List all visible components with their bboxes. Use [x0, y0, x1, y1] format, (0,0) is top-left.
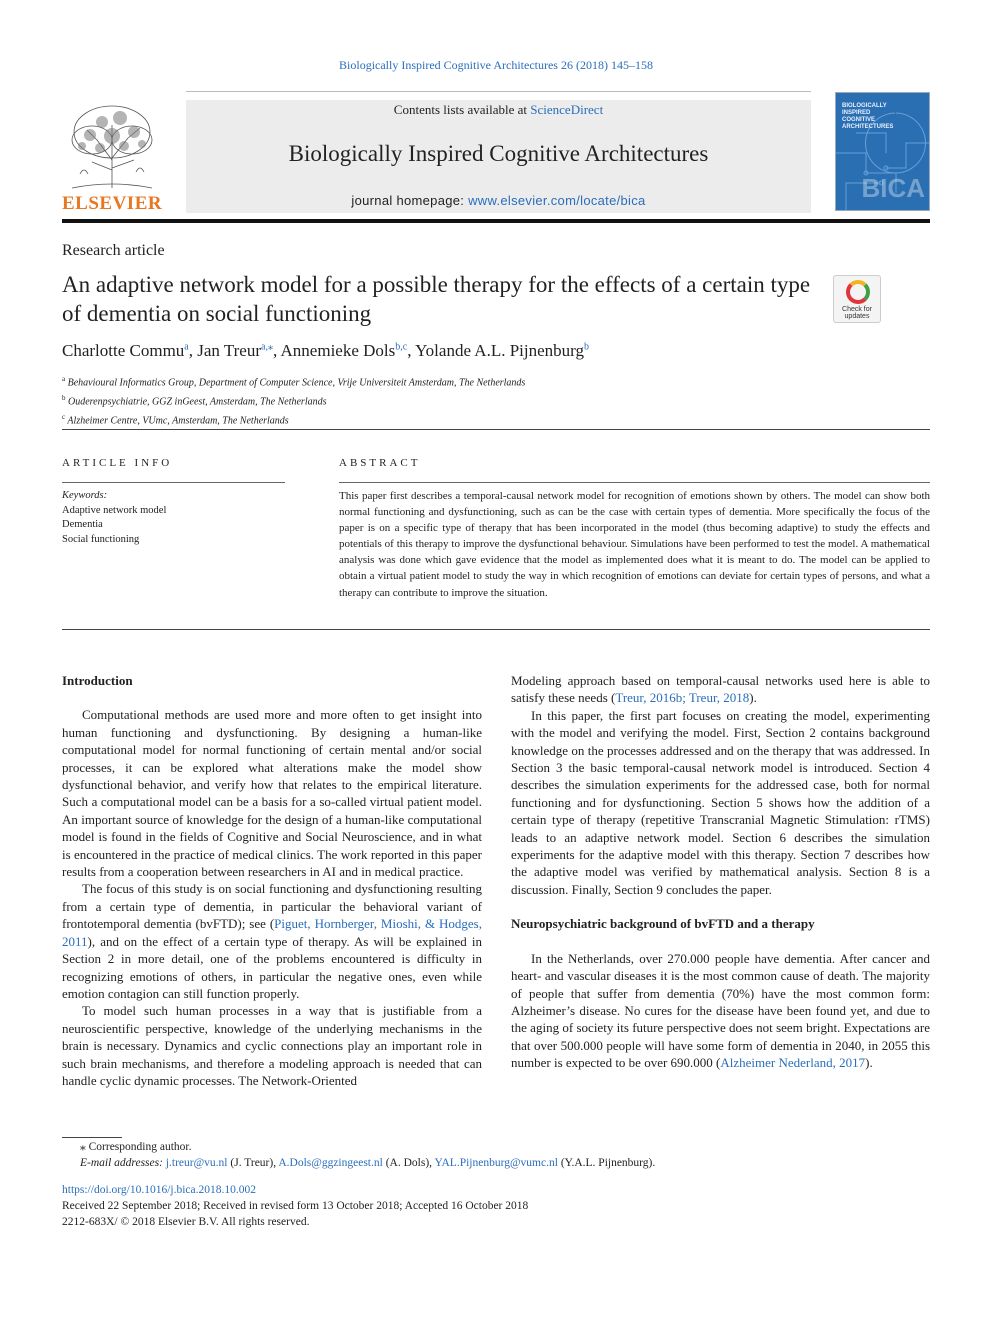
- intro-paragraph: In this paper, the first part focuses on creating the model, experimenting with the model and verifying the model. First, Section 2 contains background knowledge on the processes addressed and on the therapy that was addressed. In Section 3 the basic temporal-causal network model is introduced. Section 4 describes the simulation experiments for the addressed case, both for normal functioning and for dysfunctioning. Section 5 shows how the addition of a certain type of therapy (repetitive Transcranial Magnetic Stimulation: rTMS) leads to an adaptive network model. Section 6 describes the simulation experiments for the adaptive model with this therapy. Section 7 describes how the adaptive model was verified by mathematical analysis. Section 8 is a discussion. Finally, Section 9 concludes the paper.: [511, 707, 930, 897]
- affiliation-mark: a: [62, 375, 66, 383]
- keyword-item: Adaptive network model: [62, 504, 167, 516]
- email-link[interactable]: YAL.Pijnenburg@vumc.nl: [434, 1157, 558, 1169]
- body-column-right: [511, 672, 930, 1072]
- article-info-rule: [62, 482, 285, 483]
- copyright-line: 2212-683X/ © 2018 Elsevier B.V. All rights reserved.: [62, 1216, 310, 1228]
- intro-text: ).: [749, 690, 757, 706]
- email-addresses: [62, 1155, 930, 1171]
- doi-link[interactable]: https://doi.org/10.1016/j.bica.2018.10.002: [62, 1184, 257, 1196]
- author-name[interactable]: Charlotte Commu: [62, 341, 185, 360]
- author-affiliation-mark[interactable]: a,⁎: [261, 341, 273, 353]
- footnotes: [62, 1139, 930, 1171]
- intro-text: The focus of this study is on social functioning and dysfunctioning resulting from a certain type of dementia, in particular the behavioral variant of frontotemporal dementia (bvFTD); see (: [62, 881, 482, 932]
- neuro-paragraph: [511, 950, 930, 1072]
- neuro-text: ).: [865, 1055, 873, 1071]
- affiliation-rule: [62, 429, 930, 430]
- intro-paragraph: [62, 880, 482, 1002]
- neuropsychiatric-heading: Neuropsychiatric background of bvFTD and a therapy: [511, 916, 815, 932]
- affiliation-text: Ouderenpsychiatrie, GGZ inGeest, Amsterdam, The Netherlands: [65, 396, 327, 408]
- citation-link[interactable]: Treur, 2016b; Treur, 2018: [615, 690, 750, 706]
- article-type: Research article: [62, 242, 165, 259]
- journal-citation-link[interactable]: Biologically Inspired Cognitive Architectures 26 (2018) 145–158: [339, 58, 653, 72]
- author-list: [62, 341, 589, 361]
- body-column-left: [62, 672, 482, 1089]
- email-link[interactable]: j.treur@vu.nl: [165, 1157, 228, 1169]
- abstract-heading: ABSTRACT: [339, 457, 421, 469]
- journal-homepage-link[interactable]: www.elsevier.com/locate/bica: [468, 193, 646, 208]
- cover-title: BIOLOGICALLY INSPIRED COGNITIVE ARCHITECTURES: [842, 103, 894, 130]
- cover-bica-mark: BICA: [861, 173, 925, 203]
- article-info-heading: ARTICLE INFO: [62, 457, 173, 469]
- author-affiliation-mark[interactable]: b: [584, 341, 590, 353]
- affiliation-item: [62, 391, 525, 410]
- header-top-rule: [186, 91, 811, 92]
- sciencedirect-link[interactable]: ScienceDirect: [530, 102, 604, 117]
- author-affiliation-mark[interactable]: b,c: [395, 341, 408, 353]
- contents-prefix: Contents lists available at: [393, 102, 531, 117]
- publication-dates: Received 22 September 2018; Received in revised form 13 October 2018; Accepted 16 October 2018: [62, 1200, 529, 1212]
- introduction-heading: Introduction: [62, 673, 133, 688]
- email-owner: (Y.A.L. Pijnenburg).: [557, 1157, 656, 1169]
- email-owner: (A. Dols),: [382, 1157, 435, 1169]
- author-separator: ,: [407, 341, 416, 360]
- author-name[interactable]: Yolande A.L. Pijnenburg: [415, 341, 585, 360]
- affiliation-item: [62, 410, 525, 429]
- intro-text: ), and on the effect of a certain type of therapy. As will be explained in Section 2 in more detail, one of the problems encountered is difficulty in recognizing emotions of others, in particular the negative ones, even while emotion contagion can still function properly.: [62, 933, 482, 1001]
- journal-homepage-line: [186, 193, 811, 208]
- crossmark-label: Check for updates: [842, 306, 872, 320]
- keyword-item: Dementia: [62, 519, 103, 530]
- footnote-rule: [62, 1137, 122, 1138]
- check-for-updates-button[interactable]: [833, 275, 881, 323]
- email-owner: (J. Treur),: [227, 1157, 279, 1169]
- affiliation-mark: b: [62, 393, 66, 402]
- publication-info: [62, 1182, 528, 1230]
- intro-paragraph-continued: [511, 672, 930, 707]
- corresponding-text: Corresponding author.: [88, 1141, 192, 1153]
- neuro-text: In the Netherlands, over 270.000 people have dementia. After cancer and heart- and vascular diseases it is the most common cause of death. The majority of people that suffer from dementia (70%) have the most common form: Alzheimer’s disease. No cures for the disease have been found yet, and due to the aging of society its future perspective does not seem bright. Expectations are that over 500.000 people will have some form of dementia in 2040, in 2055 this number is expected to be over 690.000 (: [511, 950, 930, 1071]
- author-name[interactable]: Jan Treur: [197, 341, 262, 360]
- affiliation-item: [62, 372, 525, 391]
- intro-paragraph: To model such human processes in a way that is justifiable from a neuroscientific perspective, knowledge of the underlying mechanisms in the brain is necessary. Dynamics and cyclic connections play an important role in such brain mechanisms, and therefore a modeling approach is needed that can handle cyclic dynamic processes. The Network-Oriented: [62, 1003, 482, 1088]
- header-thick-rule: [62, 219, 930, 223]
- contents-line: [186, 102, 811, 118]
- author-separator: ,: [188, 341, 198, 360]
- affiliation-list: [62, 372, 525, 428]
- email-link[interactable]: A.Dols@ggzingeest.nl: [278, 1157, 383, 1169]
- author-name[interactable]: Annemieke Dols: [280, 341, 396, 360]
- keywords-block: [62, 489, 166, 547]
- affiliation-text: Alzheimer Centre, VUmc, Amsterdam, The Netherlands: [65, 414, 289, 426]
- intro-text: Modeling approach based on temporal-causal networks used here is able to satisfy these needs (: [511, 673, 930, 706]
- elsevier-wordmark: ELSEVIER: [62, 193, 163, 214]
- article-title: An adaptive network model for a possible therapy for the effects of a certain type of dementia on social functioning: [62, 272, 811, 326]
- affiliation-text: Behavioural Informatics Group, Department of Computer Science, Vrije Universiteit Amsterdam, The Netherlands: [65, 377, 526, 389]
- journal-cover-thumbnail[interactable]: [835, 92, 930, 211]
- keyword-item: Social functioning: [62, 533, 140, 545]
- journal-title: Biologically Inspired Cognitive Architectures: [288, 141, 709, 166]
- footnote-mark: ⁎: [80, 1141, 86, 1153]
- abstract-text: This paper first describes a temporal-causal network model for recognition of emotions shown by others. The model can show both normal functioning and dysfunctioning, such as can be the case with certain types of dementia. More specifically the focus of the paper is on a specific type of therapy that has been incorporated in the model (thus becoming adaptive) to study the effects and potentials of this therapy to improve the dysfunctional behaviour. Simulations have been performed to test the model. A mathematical analysis was done which gave evidence that the model as implemented does what it is meant to do. The model can be applied to obtain a virtual patient model to study the way in which recognition of emotions can deviate for certain types of persons, and what a therapy can contribute to improve the situation.: [339, 490, 930, 599]
- affiliation-mark: c: [62, 412, 66, 421]
- crossmark-icon: [846, 280, 870, 304]
- keywords-label: Keywords:: [62, 490, 108, 501]
- homepage-prefix: journal homepage:: [351, 193, 469, 208]
- corresponding-author-note: [62, 1139, 930, 1155]
- intro-paragraph: Computational methods are used more and more often to get insight into human functioning and dysfunctioning. By designing a human-like computational model for normal functioning of certain mental and/or social processes, it can be explored what alterations make the model show dysfunctional behavior, and verify how that relates to the empirical literature. Such a computational model can be a basis for a so-called virtual patient model. An important source of knowledge for the design of a human-like computational model is found in the fields of Cognitive and Social Neuroscience, and in what is encountered in the practice of medical clinics. The work reported in this paper results from a cooperation between researchers in AI and in medical practice.: [62, 707, 482, 880]
- email-label: E-mail addresses:: [80, 1157, 166, 1169]
- author-affiliation-mark[interactable]: a: [184, 341, 189, 353]
- abstract-rule: [339, 482, 930, 483]
- citation-link[interactable]: Piguet, Hornberger, Mioshi, & Hodges, 2011: [62, 916, 482, 949]
- abstract-bottom-rule: [62, 629, 930, 630]
- author-separator: ,: [272, 341, 281, 360]
- citation-link[interactable]: Alzheimer Nederland, 2017: [720, 1055, 866, 1071]
